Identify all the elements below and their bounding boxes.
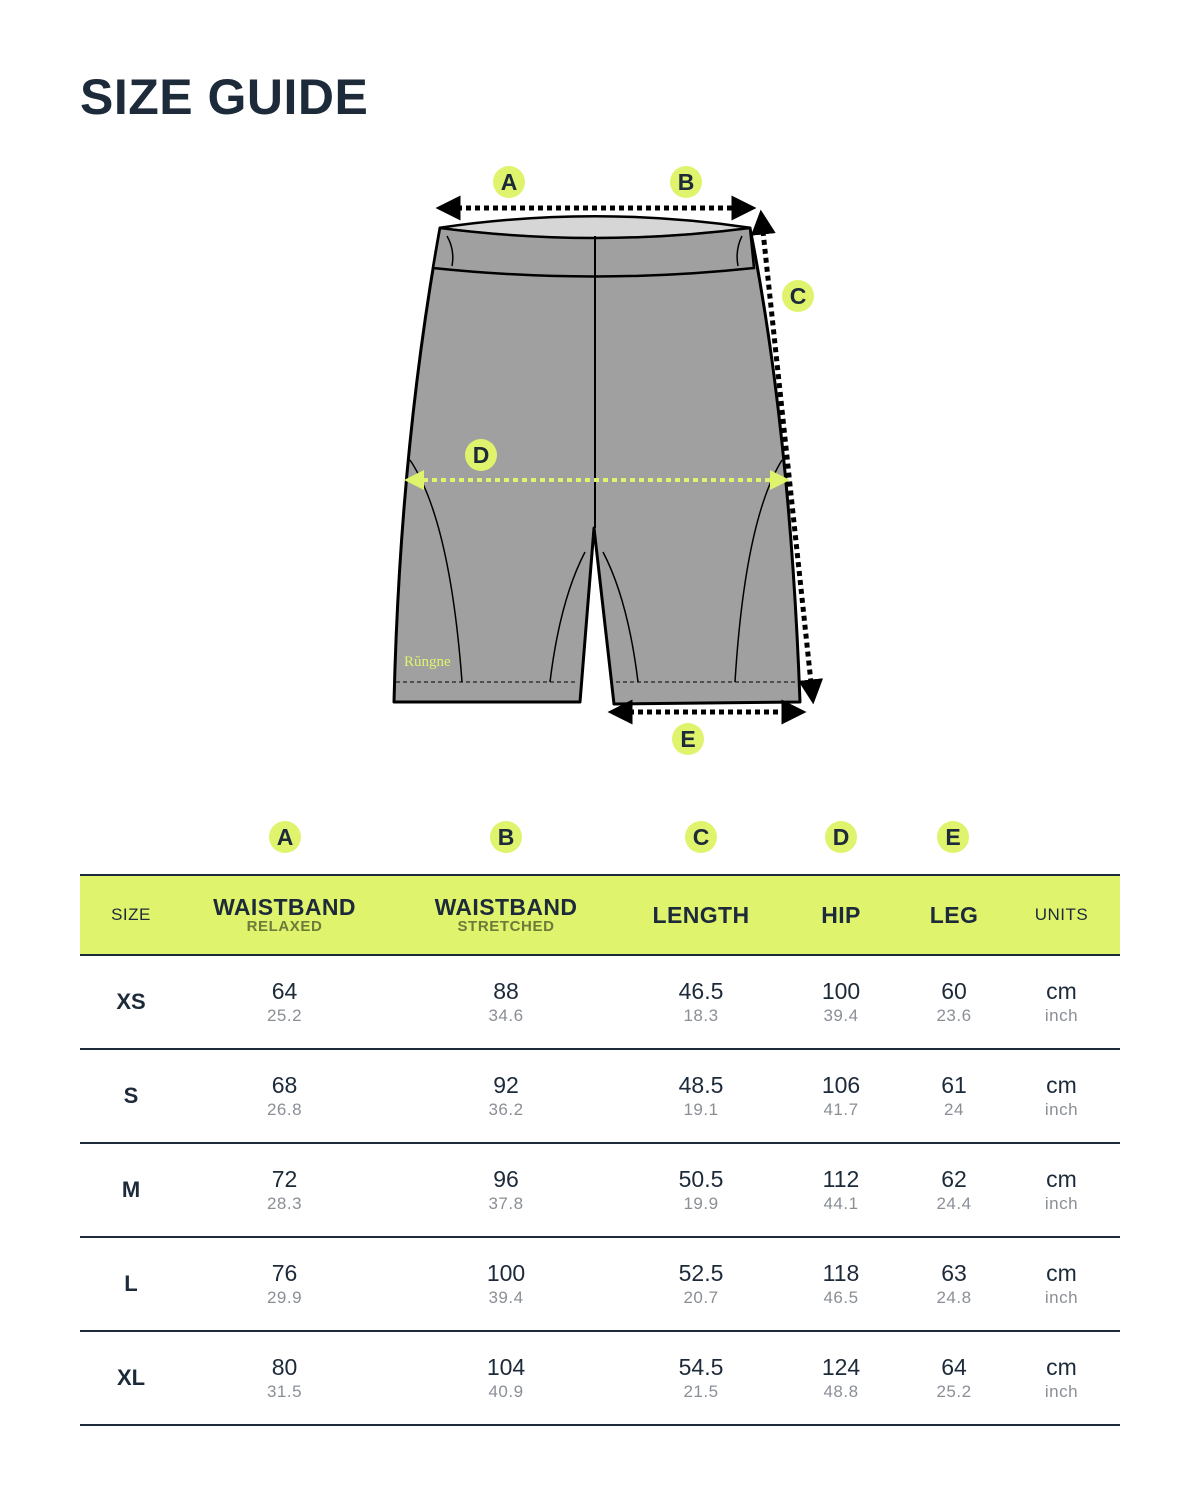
cell-units: cm inch [1003, 1049, 1120, 1143]
table-row [80, 955, 1120, 1049]
column-letter-d: D [825, 821, 857, 853]
cell-length: 48.5 19.1 [625, 1049, 777, 1143]
header-waistband-relaxed: WAISTBAND RELAXED [213, 894, 356, 935]
cell-waist-stretched: 96 37.8 [387, 1143, 625, 1237]
cell-hip: 106 41.7 [777, 1049, 905, 1143]
size-label: XL [80, 1331, 182, 1425]
table-row [80, 1143, 1120, 1237]
header-hip: HIP [821, 902, 861, 928]
cell-leg: 60 23.6 [905, 955, 1003, 1049]
column-letter-e: E [937, 821, 969, 853]
diagram-label-e: E [672, 723, 704, 755]
size-table [80, 874, 1120, 1426]
cell-leg: 61 24 [905, 1049, 1003, 1143]
cell-length: 52.5 20.7 [625, 1237, 777, 1331]
cell-waist-relaxed: 80 31.5 [182, 1331, 387, 1425]
cell-waist-relaxed: 76 29.9 [182, 1237, 387, 1331]
cell-leg: 63 24.8 [905, 1237, 1003, 1331]
cell-waist-stretched: 88 34.6 [387, 955, 625, 1049]
cell-hip: 118 46.5 [777, 1237, 905, 1331]
column-letter-a: A [269, 821, 301, 853]
cell-leg: 62 24.4 [905, 1143, 1003, 1237]
cell-hip: 124 48.8 [777, 1331, 905, 1425]
table-row [80, 1049, 1120, 1143]
cell-units: cm inch [1003, 1237, 1120, 1331]
cell-leg: 64 25.2 [905, 1331, 1003, 1425]
cell-waist-relaxed: 72 28.3 [182, 1143, 387, 1237]
diagram-label-c: C [782, 280, 814, 312]
header-waistband-stretched: WAISTBAND STRETCHED [434, 894, 578, 935]
page-title: SIZE GUIDE [80, 69, 369, 125]
header-leg: LEG [929, 902, 979, 928]
size-label: L [80, 1237, 182, 1331]
cell-units: cm inch [1003, 1143, 1120, 1237]
cell-hip: 100 39.4 [777, 955, 905, 1049]
cell-length: 50.5 19.9 [625, 1143, 777, 1237]
header-size: SIZE [111, 905, 151, 924]
cell-waist-relaxed: 68 26.8 [182, 1049, 387, 1143]
cell-units: cm inch [1003, 1331, 1120, 1425]
table-row [80, 1237, 1120, 1331]
diagram-label-d: D [465, 439, 497, 471]
cell-waist-stretched: 104 40.9 [387, 1331, 625, 1425]
cell-length: 46.5 18.3 [625, 955, 777, 1049]
header-units: UNITS [1034, 905, 1089, 924]
header-length: LENGTH [652, 902, 750, 928]
size-label: M [80, 1143, 182, 1237]
cell-hip: 112 44.1 [777, 1143, 905, 1237]
cell-waist-relaxed: 64 25.2 [182, 955, 387, 1049]
cell-length: 54.5 21.5 [625, 1331, 777, 1425]
table-header-row [80, 875, 1120, 955]
cell-waist-stretched: 100 39.4 [387, 1237, 625, 1331]
column-letter-b: B [490, 821, 522, 853]
brand-logo: Rŭngne [404, 654, 451, 670]
diagram-label-a: A [493, 166, 525, 198]
cell-units: cm inch [1003, 955, 1120, 1049]
size-label: XS [80, 955, 182, 1049]
cell-waist-stretched: 92 36.2 [387, 1049, 625, 1143]
column-letter-c: C [685, 821, 717, 853]
table-row [80, 1331, 1120, 1425]
diagram-label-b: B [670, 166, 702, 198]
size-label: S [80, 1049, 182, 1143]
